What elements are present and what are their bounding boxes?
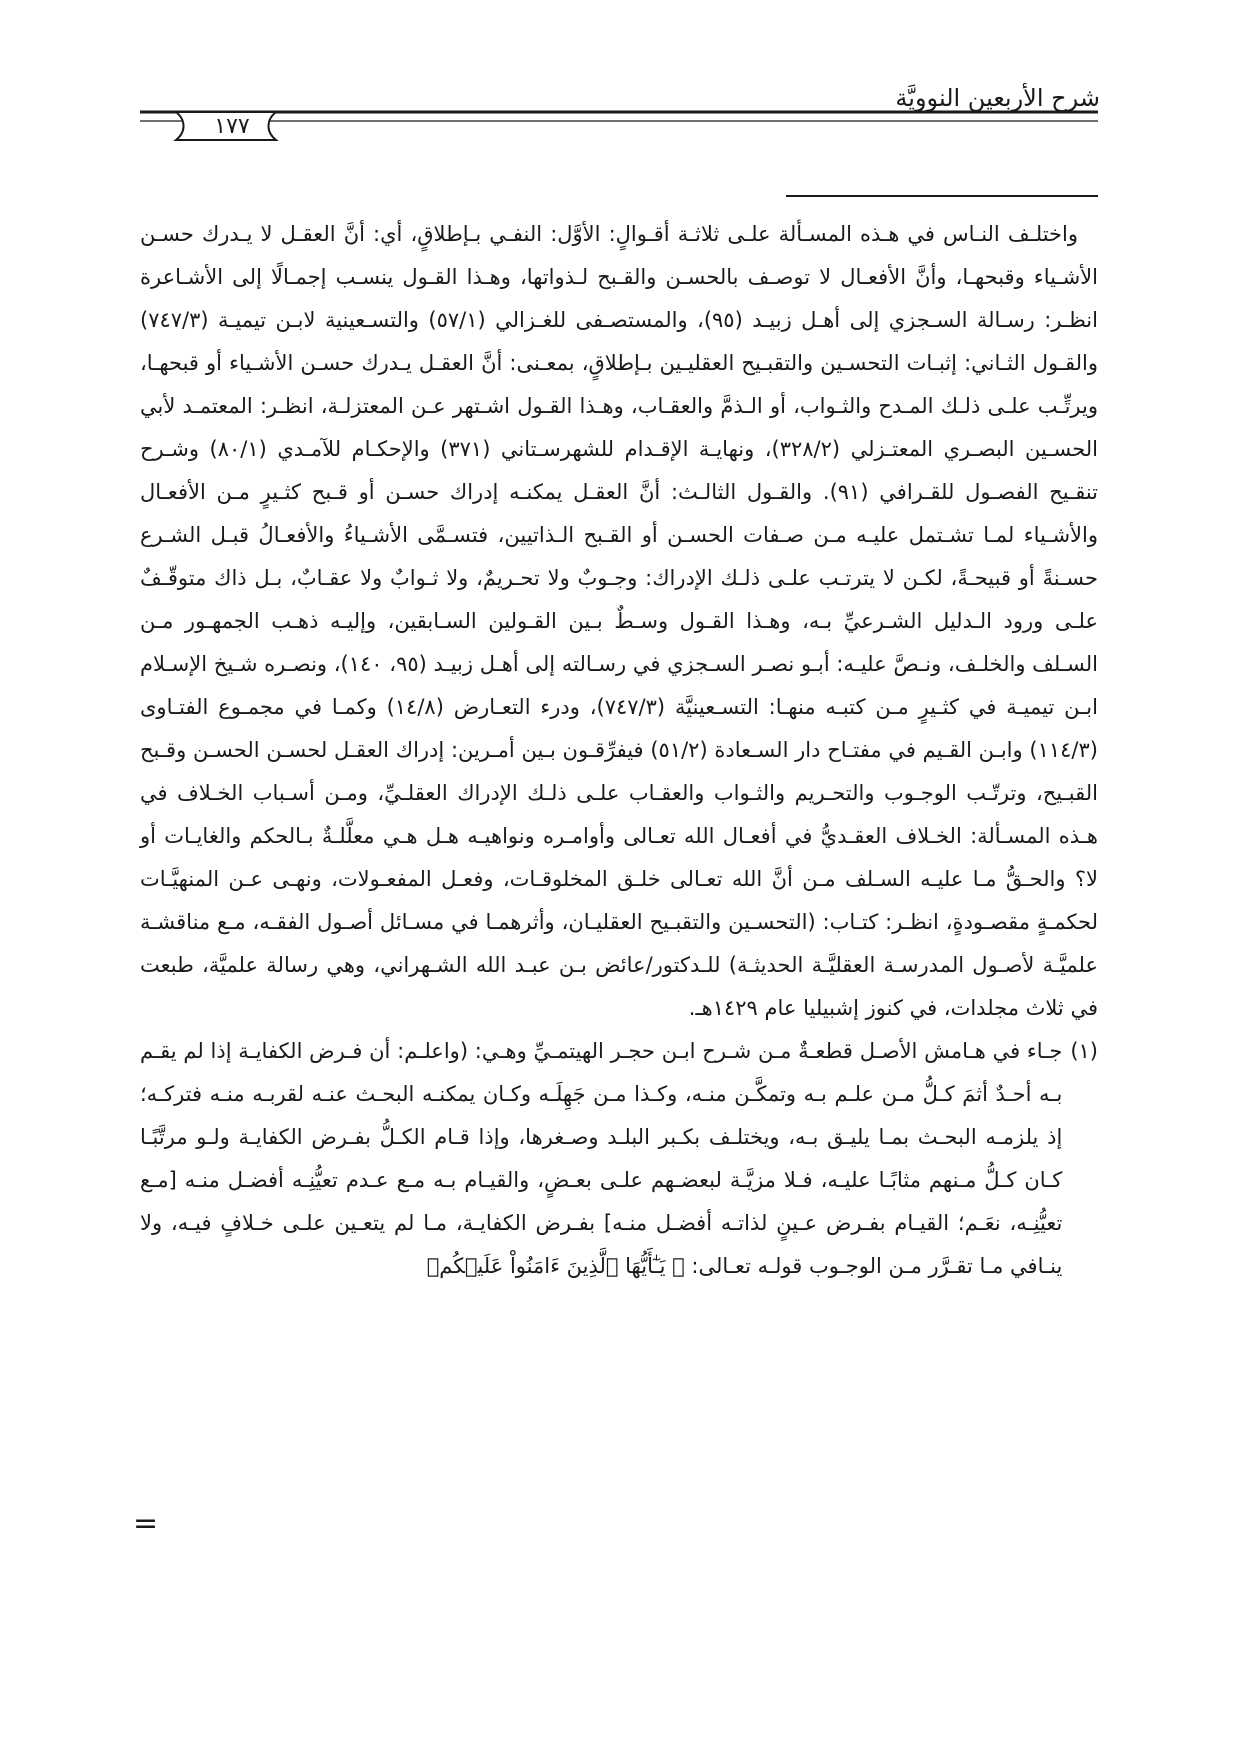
continued-footnote-paragraph: واختلـف النـاس في هـذه المسـألة علـى ثلاثـة أقـوالٍ: الأوَّل: النفـي بـإطلاقٍ، أي: أنَّ العقـل لا يـدرك حسـن الأشـياء وقبحهـا، وأنَّ الأفعـال لا توصـف بالحسـن والقـبح لـذواتها، وهـذا القـول ينسـب إجمـالًا إلى الأشـاعرة انظـر: رسـالة السـجزي إلى أهـل زبيـد (٩٥)، والمستصـفى للغـزالي (٥٧/١) والتسـعينية لابـن تيميـة (٧٤٧/٣) والقـول الثـاني: إثبـات التحسـين والتقبـيح العقليـين بـإطلاقٍ، بمعـنى: أنَّ العقـل يـدرك حسـن الأشـياء أو قبحهـا، ويرتِّـب علـى ذلـك المـدح والثـواب، أو الـذمَّ والعقـاب، وهـذا القـول اشـتهر عـن المعتزلـة، انظـر: المعتمـد لأبي الحسـين البصـري المعتـزلي (٣٢٨/٢)، ونهايـة الإقـدام للشهرسـتاني (٣٧١) والإحكـام للآمـدي (٨٠/١) وشـرح تنقـيح الفصـول للقـرافي (٩١). والقـول الثالـث: أنَّ العقـل يمكنـه إدراك حسـن أو قـبح كثـيرٍ مـن الأفعـال والأشـياء لمـا تشـتمل عليـه مـن صـفات الحسـن أو القـبح الـذاتيين، فتسـمَّى الأشـياءُ والأفعـالُ قبـل الشـرع حسـنةً أو قبيحـةً، لكـن لا يترتـب علـى ذلـك الإدراك: وجـوبٌ ولا تحـريمٌ، ولا ثـوابٌ ولا عقـابٌ، بـل ذاك متوقّـفٌ علـى ورود الـدليل الشـرعيِّ بـه، وهـذا القـول وسـطٌ بـين القـولين السـابقين، وإليـه ذهـب الجمهـور مـن السـلف والخلـف، ونـصَّ عليـه: أبـو نصـر السـجزي في رسـالته إلى أهـل زبيـد (٩٥، ١٤٠)، ونصـره شـيخ الإسـلام ابـن تيميـة في كثـيرٍ مـن كتبـه منهـا: التسـعينيَّة (٧٤٧/٣)، ودرء التعـارض (١٤/٨) وكمـا في مجمـوع الفتـاوى (١١٤/٣) وابـن القـيم في مفتـاح دار السـعادة (٥١/٢) فيفرِّقـون بـين أمـرين: إدراك العقـل لحسـن الحسـن وقـبح القبـيح، وترتّـب الوجـوب والتحـريم والثـواب والعقـاب علـى ذلـك الإدراك العقلـيِّ، ومـن أسـباب الخـلاف في هـذه المسـألة: الخـلاف العقـديُّ في أفعـال الله تعـالى وأوامـره ونواهيـه هـل هـي معلَّلـةٌ بـالحكم والغايـات أو لا؟ والحـقُّ مـا عليـه السـلف مـن أنَّ الله تعـالى خلـق المخلوقـات، وفعـل المفعـولات، ونهـى عـن المنهيَّـات لحكمـةٍ مقصـودةٍ، انظـر: كتـاب: (التحسـين والتقبـيح العقليـان، وأثرهمـا في مسـائل أصـول الفقـه، مـع مناقشـة علميَّـة لأصـول المدرسـة العقليَّـة الحديثـة) للـدكتور/عائض بـن عبـد الله الشـهراني، وهي رسالة علميَّة، طبعت في ثلاث مجلدات، في كنوز إشبيليا عام ١٤٢٩هـ. — [140, 222, 1099, 1020]
footnote-body — [140, 213, 1098, 1288]
footnote-1 — [140, 1030, 1098, 1288]
continuation-mark: = — [133, 1506, 159, 1541]
running-head-book-title: شرح الأربعين النوويَّة — [895, 84, 1100, 112]
header-rule-with-page-frame — [140, 106, 1098, 146]
footnote-text: جـاء في هـامش الأصـل قطعـةٌ مـن شـرح ابـن حجـر الهيتمـيِّ وهـي: (واعلـم: أن فـرض الكفايـة إذا لم يقـم بـه أحـدٌ أثمَ كـلُّ مـن علـم بـه وتمكَّـن منـه، وكـذا مـن جَهِلَـه وكـان يمكنـه البحـث عنـه لقربـه منـه فتركـه؛ إذ يلزمـه البحـث بمـا يليـق بـه، ويختلـف بكـبر البلـد وصـغرها، وإذا قـام الكـلُّ بفـرض الكفايـة ولـو مرتَّبًـا كـان كـلُّ مـنهم مثابًـا عليـه، فـلا مزيَّـة لبعضـهم علـى بعـضٍ، والقيـام بـه مـع عـدم تعيُّنِـه أفضـل منـه [مـع تعيُّنِـه، نعَـم؛ القيـام بفـرض عـينٍ لذاتـه أفضـل منـه] بفـرض الكفايـة، مـا لم يتعـين علـى خـلافٍ فيـه، ولا ينـافي مـا تقـرَّر مـن الوجـوب قولـه تعـالى: ﴿ يَـٰٓأَيُّهَا ٱلَّذِينَ ءَامَنُواْ عَلَيۡكُمۡ — [140, 1039, 1063, 1278]
footnote-separator — [786, 195, 1098, 197]
page-number: ١٧٧ — [214, 114, 250, 139]
footnote-marker: (١) — [1070, 1039, 1098, 1063]
